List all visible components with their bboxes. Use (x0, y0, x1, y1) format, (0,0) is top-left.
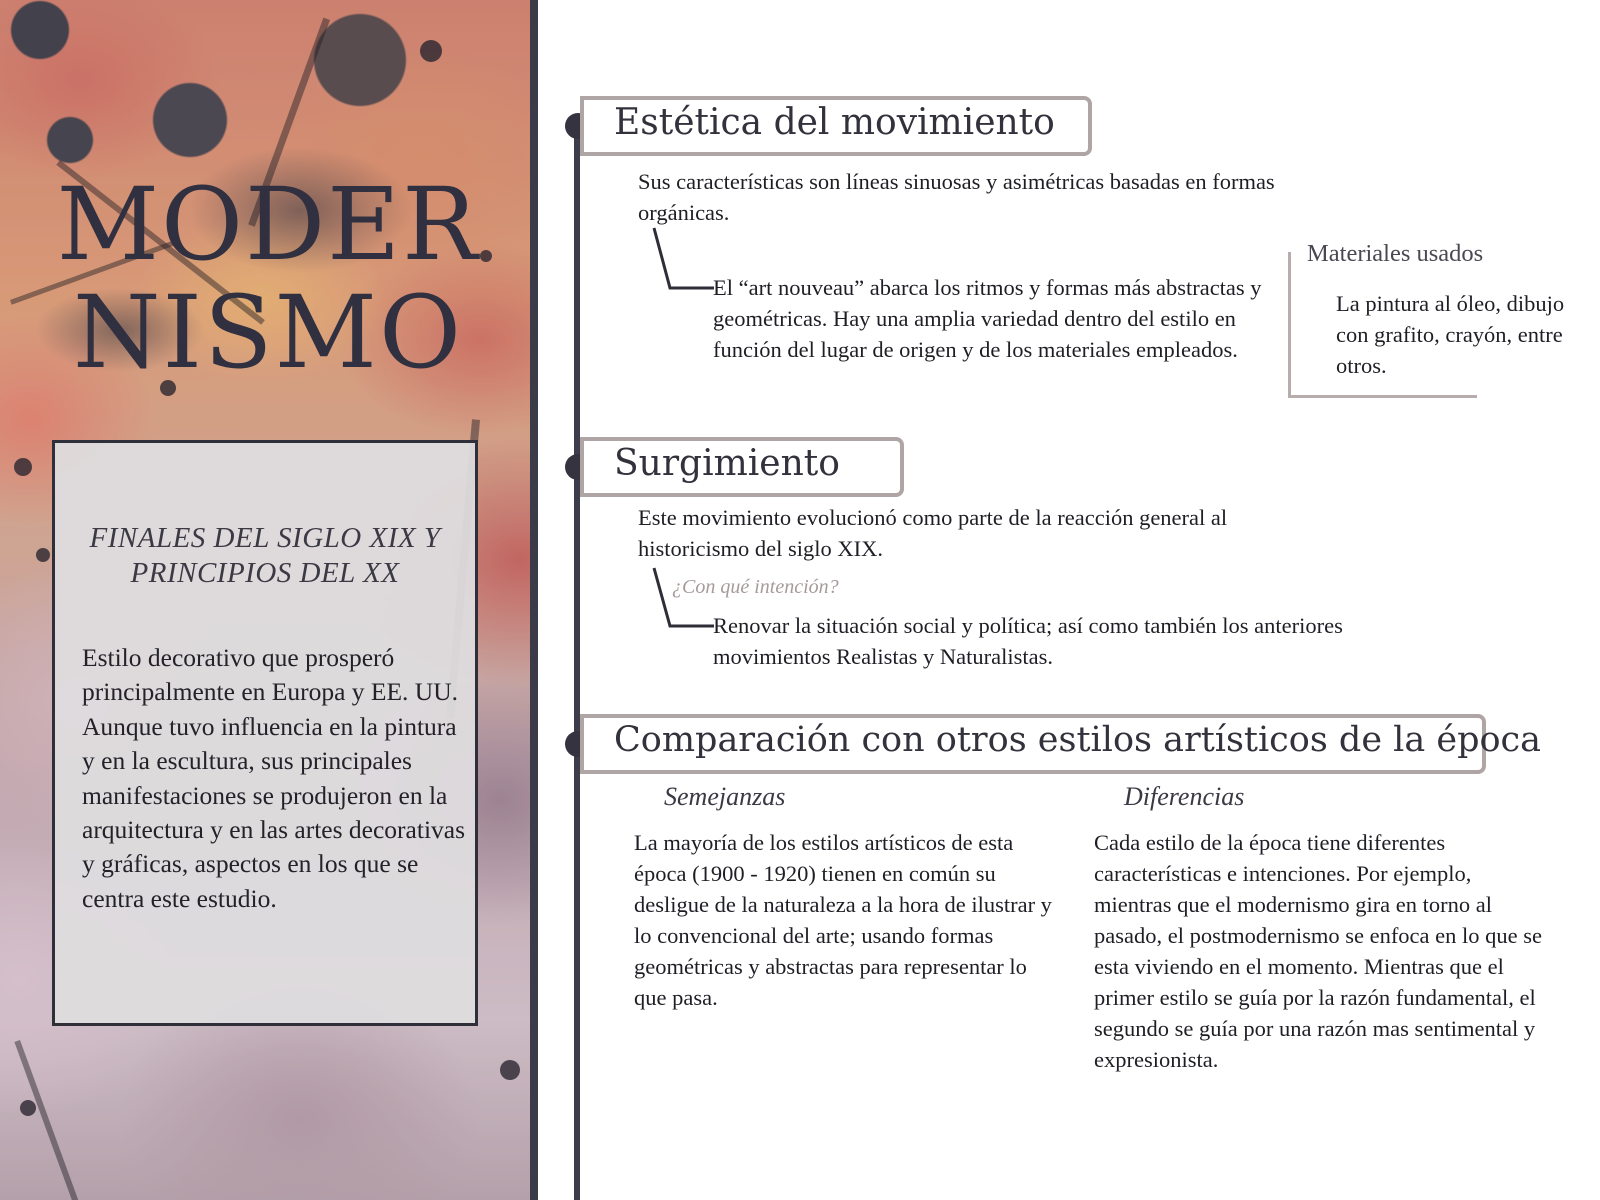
connector-surgimiento (650, 566, 720, 630)
heading-surgimiento: Surgimiento (614, 443, 840, 484)
diferencias-text: Cada estilo de la época tiene diferentes características e intenciones. Por ejemplo, mientras que el modernismo gira en torno al pasado, el postmodernismo se enfoca en lo que se esta viviendo en el momento. Mientras que el primer estilo se guía por la razón fundamental, el segundo se guía por una razón mas sentimental y expresionista. (1094, 830, 1543, 1072)
left-art-panel (0, 0, 536, 1200)
paint-splat (500, 1060, 520, 1080)
estetica-text: Sus características son líneas sinuosas y asimétricas basadas en formas orgánicas. (638, 169, 1275, 225)
materials-title: Materiales usados (1307, 240, 1484, 267)
paint-splat (20, 1100, 36, 1116)
panel-divider (530, 0, 538, 1200)
heading-estetica: Estética del movimiento (614, 102, 1055, 143)
surgimiento-text: Este movimiento evolucionó como parte de la reacción general al historicismo del siglo XIX. (638, 505, 1228, 561)
paint-splat (420, 40, 442, 62)
diferencias-title: Diferencias (1124, 782, 1245, 811)
heading-box-estetica (580, 96, 1092, 156)
timeline-line (574, 122, 580, 1200)
paint-splat (14, 458, 32, 476)
heading-comparacion: Comparación con otros estilos artísticos de la época (614, 720, 1542, 760)
surgimiento-answer: Renovar la situación social y política; así como también los anteriores movimientos Realistas y Naturalistas. (713, 613, 1343, 669)
materials-text: La pintura al óleo, dibujo con grafito, crayón, entre otros. (1336, 291, 1565, 378)
semejanzas-text: La mayoría de los estilos artísticos de esta época (1900 - 1920) tienen en común su desligue de la naturaleza a la hora de ilustrar y lo convencional del arte; usando formas geométricas y abstractas para representar lo que pasa. (634, 830, 1052, 1010)
estetica-detail: El “art nouveau” abarca los ritmos y formas más abstractas y geométricas. Hay una amplia variedad dentro del estilo en función del lugar de origen y de los materiales empleados. (713, 275, 1262, 362)
semejanzas-title: Semejanzas (664, 782, 786, 811)
title-line-2: NISMO (73, 274, 463, 391)
heading-box-surgimiento (580, 437, 904, 497)
paint-splat (36, 548, 50, 562)
info-box (52, 440, 478, 1026)
title-line-1: MODER (56, 166, 480, 283)
heading-box-comparacion (580, 714, 1542, 774)
description-text: Estilo decorativo que prosperó principalmente en Europa y EE. UU. Aunque tuvo influencia en la pintura y en la escultura, sus principales manifestaciones se produjeron en la arquitectura y en las artes decorativas y gráficas, aspectos en los que se centra este estudio. (82, 643, 466, 913)
intention-question: ¿Con qué intención? (672, 576, 839, 598)
period-subtitle: FINALES DEL SIGLO XIX Y PRINCIPIOS DEL XX (89, 522, 441, 589)
connector-estetica (650, 226, 720, 292)
